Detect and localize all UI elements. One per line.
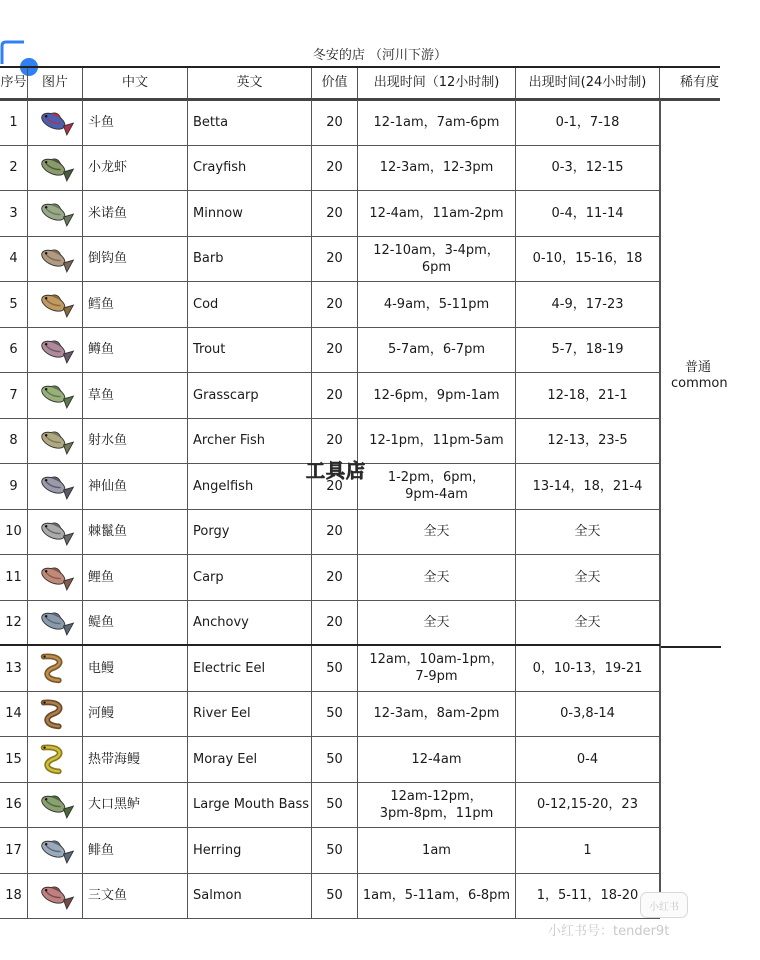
header-index: 序号 bbox=[0, 68, 28, 98]
row-english bbox=[188, 874, 312, 919]
row-time-24h bbox=[516, 737, 660, 782]
row-chinese bbox=[83, 510, 188, 555]
row-value bbox=[312, 328, 358, 373]
row-english-text: Salmon bbox=[193, 888, 242, 904]
table-row bbox=[0, 191, 660, 237]
row-index bbox=[0, 191, 28, 236]
row-time-12h bbox=[358, 464, 516, 509]
row-time-24h-text: 全天 bbox=[574, 614, 601, 630]
row-index-text: 6 bbox=[9, 342, 18, 358]
row-time-12h bbox=[358, 237, 516, 282]
row-time-24h-text: 12-13，23-5 bbox=[547, 433, 628, 449]
row-english-text: Barb bbox=[193, 251, 224, 267]
row-english bbox=[188, 692, 312, 737]
row-chinese-text: 草鱼 bbox=[88, 387, 115, 403]
row-time-12h-text: 4-9am，5-11pm bbox=[383, 296, 490, 312]
row-time-12h bbox=[358, 191, 516, 236]
row-chinese-text: 倒钩鱼 bbox=[88, 251, 128, 267]
table-row bbox=[0, 646, 660, 692]
row-image bbox=[28, 282, 83, 327]
row-time-12h-text: 12am，10am-1pm， 7-9pm bbox=[369, 652, 504, 685]
row-english bbox=[188, 828, 312, 873]
table-caption: 冬安的店 （河川下游） bbox=[312, 48, 448, 63]
row-english bbox=[188, 464, 312, 509]
row-value bbox=[312, 191, 358, 236]
herring-fish-icon bbox=[36, 834, 74, 866]
row-value-text: 20 bbox=[326, 478, 343, 494]
row-value bbox=[312, 510, 358, 555]
row-chinese bbox=[83, 282, 188, 327]
row-value-text: 20 bbox=[326, 342, 343, 358]
header-image: 图片 bbox=[28, 68, 83, 98]
row-english bbox=[188, 646, 312, 691]
row-time-24h-text: 1，5-11，18-20 bbox=[536, 888, 639, 904]
row-chinese bbox=[83, 601, 188, 645]
row-value bbox=[312, 237, 358, 282]
row-time-24h-text: 5-7，18-19 bbox=[551, 342, 624, 358]
row-time-12h-text: 12-6pm，9pm-1am bbox=[373, 387, 500, 403]
row-image bbox=[28, 510, 83, 555]
row-image bbox=[28, 646, 83, 691]
row-time-12h bbox=[358, 555, 516, 600]
row-time-24h-text: 全天 bbox=[574, 569, 601, 585]
row-image bbox=[28, 692, 83, 737]
row-time-12h-text: 12-4am bbox=[411, 751, 462, 767]
row-time-12h-text: 1am bbox=[422, 842, 451, 858]
header-rarity: 稀有度 bbox=[680, 75, 720, 90]
row-value-text: 20 bbox=[326, 114, 343, 130]
table-row bbox=[0, 828, 660, 874]
row-chinese-text: 河鳗 bbox=[88, 706, 115, 722]
row-chinese-text: 鲱鱼 bbox=[88, 842, 115, 858]
row-image bbox=[28, 737, 83, 782]
table-row bbox=[0, 692, 660, 738]
row-index bbox=[0, 464, 28, 509]
row-index-text: 3 bbox=[9, 205, 18, 221]
row-value bbox=[312, 146, 358, 191]
table-row bbox=[0, 783, 660, 829]
row-index-text: 4 bbox=[9, 251, 18, 267]
row-english-text: Herring bbox=[193, 842, 242, 858]
row-index bbox=[0, 783, 28, 828]
rarity-column bbox=[660, 100, 728, 918]
row-time-24h bbox=[516, 783, 660, 828]
row-time-24h bbox=[516, 828, 660, 873]
header-time-24h: 出现时间(24小时制) bbox=[516, 68, 660, 98]
row-english-text: Large Mouth Bass bbox=[193, 797, 310, 813]
row-chinese bbox=[83, 646, 188, 691]
row-index-text: 13 bbox=[5, 660, 22, 676]
row-english-text: Carp bbox=[193, 569, 224, 585]
row-image bbox=[28, 191, 83, 236]
row-time-24h-text: 0-3,8-14 bbox=[560, 706, 615, 722]
row-time-24h-text: 0-10，15-16，18 bbox=[532, 251, 643, 267]
table-row bbox=[0, 373, 660, 419]
table-row bbox=[0, 328, 660, 374]
row-english bbox=[188, 328, 312, 373]
row-time-12h bbox=[358, 282, 516, 327]
row-chinese bbox=[83, 783, 188, 828]
row-english bbox=[188, 737, 312, 782]
minnow-fish-icon bbox=[36, 197, 74, 229]
row-time-12h-text: 全天 bbox=[423, 569, 450, 585]
header-value: 价值 bbox=[312, 68, 358, 98]
row-index-text: 1 bbox=[9, 114, 18, 130]
row-image bbox=[28, 601, 83, 645]
row-english-text: River Eel bbox=[193, 706, 251, 722]
row-chinese bbox=[83, 828, 188, 873]
row-chinese-text: 斗鱼 bbox=[88, 114, 115, 130]
row-value bbox=[312, 555, 358, 600]
row-english bbox=[188, 146, 312, 191]
river-eel-icon bbox=[36, 698, 74, 730]
watermark-bottom-right: 小红书号：tender9t bbox=[548, 924, 670, 939]
row-value bbox=[312, 601, 358, 645]
row-image bbox=[28, 783, 83, 828]
row-english bbox=[188, 510, 312, 555]
row-chinese bbox=[83, 146, 188, 191]
row-chinese-text: 鳟鱼 bbox=[88, 342, 115, 358]
cod-fish-icon bbox=[36, 288, 74, 320]
table-row bbox=[0, 146, 660, 192]
row-time-12h-text: 12am-12pm， 3pm-8pm，11pm bbox=[379, 788, 494, 821]
row-time-24h bbox=[516, 100, 660, 145]
row-time-12h bbox=[358, 601, 516, 645]
row-image bbox=[28, 419, 83, 464]
barb-fish-icon bbox=[36, 243, 74, 275]
row-time-24h bbox=[516, 555, 660, 600]
row-english-text: Grasscarp bbox=[193, 387, 259, 403]
salmon-fish-icon bbox=[36, 880, 74, 912]
porgy-fish-icon bbox=[36, 516, 74, 548]
row-index bbox=[0, 601, 28, 645]
row-index bbox=[0, 510, 28, 555]
row-time-12h-text: 12-1am，7am-6pm bbox=[373, 114, 500, 130]
row-time-24h bbox=[516, 373, 660, 418]
row-chinese bbox=[83, 874, 188, 919]
rarity-divider bbox=[661, 646, 721, 648]
row-chinese bbox=[83, 555, 188, 600]
row-value-text: 20 bbox=[326, 614, 343, 630]
rarity-label-en: common bbox=[671, 376, 728, 391]
row-chinese-text: 热带海鳗 bbox=[88, 751, 141, 767]
row-index-text: 12 bbox=[5, 614, 22, 630]
row-english-text: Porgy bbox=[193, 524, 230, 540]
row-chinese-text: 棘鬣鱼 bbox=[88, 524, 128, 540]
table-row bbox=[0, 601, 660, 647]
betta-fish-icon bbox=[36, 106, 74, 138]
row-index-text: 18 bbox=[5, 888, 22, 904]
row-chinese bbox=[83, 328, 188, 373]
row-value-text: 50 bbox=[326, 706, 343, 722]
row-value bbox=[312, 783, 358, 828]
row-time-12h bbox=[358, 828, 516, 873]
row-value-text: 20 bbox=[326, 433, 343, 449]
row-value-text: 50 bbox=[326, 888, 343, 904]
row-english bbox=[188, 419, 312, 464]
row-english-text: Crayfish bbox=[193, 160, 247, 176]
row-chinese-text: 鳀鱼 bbox=[88, 614, 115, 630]
row-chinese-text: 鳕鱼 bbox=[88, 296, 115, 312]
row-chinese-text: 大口黑鲈 bbox=[88, 797, 141, 813]
watermark-center: 工具店 bbox=[306, 460, 367, 482]
row-time-24h-text: 4-9，17-23 bbox=[551, 296, 624, 312]
row-value-text: 20 bbox=[326, 524, 343, 540]
row-image bbox=[28, 373, 83, 418]
row-chinese bbox=[83, 464, 188, 509]
table-row bbox=[0, 510, 660, 556]
row-image bbox=[28, 555, 83, 600]
row-english bbox=[188, 100, 312, 145]
row-time-24h-text: 0-4 bbox=[576, 751, 599, 767]
row-time-12h-text: 12-3am，12-3pm bbox=[379, 160, 494, 176]
row-index bbox=[0, 646, 28, 691]
row-chinese-text: 米诺鱼 bbox=[88, 205, 128, 221]
row-index-text: 8 bbox=[9, 433, 18, 449]
watermark-logo: 小红书 bbox=[640, 892, 688, 918]
row-time-24h bbox=[516, 282, 660, 327]
row-time-12h bbox=[358, 874, 516, 919]
row-time-24h-text: 0-3，12-15 bbox=[551, 160, 624, 176]
row-time-24h bbox=[516, 646, 660, 691]
row-value-text: 50 bbox=[326, 842, 343, 858]
row-english-text: Angelfish bbox=[193, 478, 254, 494]
row-value bbox=[312, 692, 358, 737]
archer-fish-icon bbox=[36, 425, 74, 457]
row-time-24h bbox=[516, 601, 660, 645]
row-chinese bbox=[83, 191, 188, 236]
row-time-24h-text: 0-1，7-18 bbox=[555, 114, 620, 130]
row-index-text: 2 bbox=[9, 160, 18, 176]
top-bar bbox=[0, 0, 720, 40]
row-value-text: 20 bbox=[326, 296, 343, 312]
row-index bbox=[0, 100, 28, 145]
row-image bbox=[28, 464, 83, 509]
moray-eel-icon bbox=[36, 743, 74, 775]
row-value-text: 20 bbox=[326, 569, 343, 585]
row-time-24h-text: 1 bbox=[583, 842, 592, 858]
row-english-text: Minnow bbox=[193, 205, 243, 221]
row-english-text: Moray Eel bbox=[193, 751, 258, 767]
bass-fish-icon bbox=[36, 789, 74, 821]
row-index bbox=[0, 555, 28, 600]
row-value bbox=[312, 874, 358, 919]
row-value-text: 20 bbox=[326, 387, 343, 403]
carp-fish-icon bbox=[36, 561, 74, 593]
row-value-text: 20 bbox=[326, 251, 343, 267]
row-index bbox=[0, 373, 28, 418]
row-time-12h bbox=[358, 419, 516, 464]
row-chinese bbox=[83, 419, 188, 464]
row-image bbox=[28, 328, 83, 373]
row-time-24h-text: 0，10-13，19-21 bbox=[532, 660, 643, 676]
row-time-24h bbox=[516, 419, 660, 464]
row-english bbox=[188, 191, 312, 236]
row-time-24h-text: 全天 bbox=[574, 524, 601, 540]
row-english bbox=[188, 783, 312, 828]
header-chinese: 中文 bbox=[83, 68, 188, 98]
row-value-text: 50 bbox=[326, 751, 343, 767]
trout-fish-icon bbox=[36, 334, 74, 366]
table-body bbox=[0, 100, 728, 918]
row-value-text: 20 bbox=[326, 160, 343, 176]
row-time-24h bbox=[516, 237, 660, 282]
row-index-text: 14 bbox=[5, 706, 22, 722]
row-time-24h bbox=[516, 510, 660, 555]
row-english bbox=[188, 237, 312, 282]
row-chinese-text: 射水鱼 bbox=[88, 433, 128, 449]
row-index-text: 7 bbox=[9, 387, 18, 403]
row-index-text: 15 bbox=[5, 751, 22, 767]
row-index bbox=[0, 828, 28, 873]
row-time-24h bbox=[516, 874, 660, 919]
row-value-text: 50 bbox=[326, 660, 343, 676]
row-value bbox=[312, 646, 358, 691]
row-index-text: 17 bbox=[5, 842, 22, 858]
row-time-24h bbox=[516, 146, 660, 191]
row-english bbox=[188, 282, 312, 327]
row-time-12h bbox=[358, 510, 516, 555]
row-image bbox=[28, 237, 83, 282]
row-english-text: Electric Eel bbox=[193, 660, 266, 676]
row-index bbox=[0, 237, 28, 282]
row-index bbox=[0, 737, 28, 782]
row-time-12h-text: 12-10am，3-4pm， 6pm bbox=[373, 242, 500, 275]
row-time-12h-text: 全天 bbox=[423, 524, 450, 540]
row-image bbox=[28, 828, 83, 873]
row-value bbox=[312, 100, 358, 145]
row-english bbox=[188, 601, 312, 645]
row-time-12h-text: 1-2pm，6pm， 9pm-4am bbox=[387, 470, 486, 503]
row-chinese bbox=[83, 100, 188, 145]
grasscarp-fish-icon bbox=[36, 379, 74, 411]
row-index-text: 5 bbox=[9, 296, 18, 312]
row-chinese bbox=[83, 373, 188, 418]
row-time-12h bbox=[358, 692, 516, 737]
row-chinese bbox=[83, 692, 188, 737]
row-chinese-text: 小龙虾 bbox=[88, 160, 128, 176]
row-english-text: Cod bbox=[193, 296, 219, 312]
row-index-text: 9 bbox=[9, 478, 18, 494]
table-row bbox=[0, 237, 660, 283]
row-chinese-text: 电鳗 bbox=[88, 660, 115, 676]
row-chinese bbox=[83, 737, 188, 782]
row-time-12h-text: 12-4am，11am-2pm bbox=[369, 205, 504, 221]
row-time-12h bbox=[358, 737, 516, 782]
row-value bbox=[312, 373, 358, 418]
row-index bbox=[0, 419, 28, 464]
row-index-text: 10 bbox=[5, 524, 22, 540]
row-index bbox=[0, 874, 28, 919]
row-value-text: 20 bbox=[326, 205, 343, 221]
row-time-24h bbox=[516, 692, 660, 737]
rarity-label-cn: 普通 bbox=[685, 360, 712, 375]
row-english-text: Anchovy bbox=[193, 614, 249, 630]
table-row bbox=[0, 100, 660, 146]
electric-eel-icon bbox=[36, 652, 74, 684]
row-english bbox=[188, 555, 312, 600]
row-value-text: 50 bbox=[326, 797, 343, 813]
row-english-text: Archer Fish bbox=[193, 433, 265, 449]
row-english-text: Trout bbox=[193, 342, 226, 358]
row-time-12h-text: 12-3am，8am-2pm bbox=[373, 706, 500, 722]
row-index-text: 16 bbox=[5, 797, 22, 813]
row-time-24h-text: 12-18，21-1 bbox=[547, 387, 628, 403]
header-time-12h: 出现时间（12小时制) bbox=[358, 68, 516, 98]
row-english bbox=[188, 373, 312, 418]
table-row bbox=[0, 737, 660, 783]
table-row bbox=[0, 282, 660, 328]
row-english-text: Betta bbox=[193, 114, 229, 130]
row-value bbox=[312, 282, 358, 327]
row-chinese-text: 三文鱼 bbox=[88, 888, 128, 904]
row-index bbox=[0, 328, 28, 373]
row-time-24h bbox=[516, 191, 660, 236]
row-image bbox=[28, 146, 83, 191]
row-image bbox=[28, 100, 83, 145]
table-row bbox=[0, 555, 660, 601]
row-index bbox=[0, 146, 28, 191]
row-time-12h bbox=[358, 373, 516, 418]
row-chinese-text: 鲤鱼 bbox=[88, 569, 115, 585]
row-time-24h bbox=[516, 328, 660, 373]
row-index bbox=[0, 692, 28, 737]
header-english: 英文 bbox=[188, 68, 312, 98]
angelfish-icon bbox=[36, 470, 74, 502]
row-time-24h-text: 0-12,15-20，23 bbox=[537, 797, 638, 813]
row-time-24h-text: 0-4，11-14 bbox=[551, 205, 624, 221]
row-time-12h-text: 全天 bbox=[423, 614, 450, 630]
row-value bbox=[312, 828, 358, 873]
row-chinese-text: 神仙鱼 bbox=[88, 478, 128, 494]
row-time-12h bbox=[358, 783, 516, 828]
row-chinese bbox=[83, 237, 188, 282]
row-time-12h-text: 5-7am，6-7pm bbox=[387, 342, 485, 358]
row-time-24h-text: 13-14，18，21-4 bbox=[532, 478, 643, 494]
row-time-12h bbox=[358, 646, 516, 691]
row-time-12h bbox=[358, 328, 516, 373]
row-time-24h bbox=[516, 464, 660, 509]
row-time-12h-text: 1am，5-11am，6-8pm bbox=[362, 888, 511, 904]
crayfish-icon bbox=[36, 152, 74, 184]
table-header bbox=[0, 66, 720, 101]
row-index bbox=[0, 282, 28, 327]
anchovy-fish-icon bbox=[36, 606, 74, 638]
row-image bbox=[28, 874, 83, 919]
row-time-12h-text: 12-1pm，11pm-5am bbox=[369, 433, 504, 449]
row-index-text: 11 bbox=[5, 569, 22, 585]
row-time-12h bbox=[358, 146, 516, 191]
table-row bbox=[0, 874, 660, 920]
row-value bbox=[312, 737, 358, 782]
row-time-12h bbox=[358, 100, 516, 145]
